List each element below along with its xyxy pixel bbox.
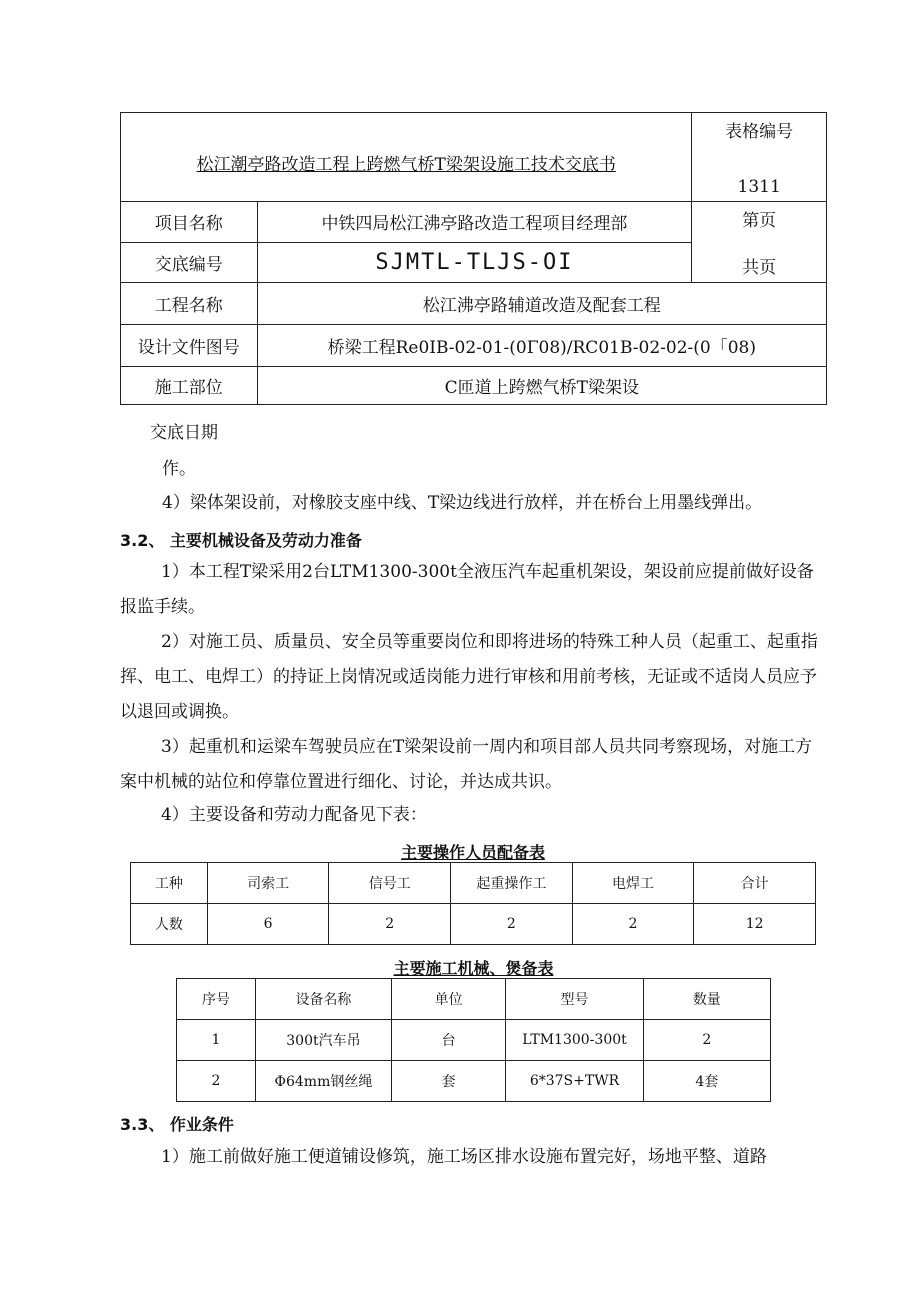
staff-table: [130, 862, 816, 945]
section-heading-3-2: 3.2、 主要机械设备及劳动力准备: [120, 531, 362, 550]
table-cell: Φ64mm钢丝绳: [256, 1061, 392, 1102]
briefing-number-value: SJMTL-TLJS-OI: [257, 242, 692, 283]
table-cell: 套: [391, 1061, 506, 1102]
project-name-label: 项目名称: [121, 202, 258, 243]
table-row: [177, 979, 771, 1020]
table-cell: 12: [694, 904, 816, 945]
machine-table: [176, 978, 771, 1102]
table-header-cell: 合计: [694, 863, 816, 904]
table-cell: LTM1300-300t: [506, 1020, 643, 1061]
design-drawing-value: 桥梁工程Re0IB-02-01-(0Γ08)/RC01B-02-02-(0「08): [257, 325, 826, 367]
document-title: [121, 113, 692, 202]
section-heading-3-3: 3.3、 作业条件: [120, 1115, 234, 1134]
table-header-cell: 序号: [177, 979, 256, 1020]
paragraph-continuation: 作。: [162, 459, 196, 479]
paragraph-3-2-1: 1）本工程T梁采用2台LTM1300-300t全液压汽车起重机架设，架设前应提前做好设备报监手续。: [120, 562, 814, 617]
table-cell: 2: [177, 1061, 256, 1102]
total-pages-label: 共页: [742, 258, 777, 278]
table-row: [177, 1061, 771, 1102]
table-cell: 6: [207, 904, 329, 945]
work-name-label: 工程名称: [121, 283, 258, 325]
paragraph-3-2-4: 4）主要设备和劳动力配备见下表：: [161, 805, 427, 825]
table-row: [177, 1020, 771, 1061]
paragraph-3-2-3: 3）起重机和运梁车驾驶员应在T梁架设前一周内和项目部人员共同考察现场，对施工方案中机械的站位和停靠位置进行细化、讨论，并达成共识。: [120, 737, 813, 792]
page-count-cell: [692, 202, 827, 283]
table-cell: 2: [572, 904, 694, 945]
table-cell: 人数: [131, 904, 208, 945]
briefing-date-label: 交底日期: [150, 423, 218, 443]
table-cell: 台: [391, 1020, 506, 1061]
table-header-cell: 司索工: [207, 863, 329, 904]
project-name-value: 中铁四局松江沸亭路改造工程项目经理部: [257, 202, 692, 243]
staff-table-caption: 主要操作人员配备表: [400, 843, 545, 862]
table-cell: 4套: [643, 1061, 770, 1102]
form-number-label: 表格编号: [725, 122, 794, 142]
table-cell: 300t汽车吊: [256, 1020, 392, 1061]
construction-location-label: 施工部位: [121, 367, 258, 405]
paragraph-3-2-2: 2）对施工员、质量员、安全员等重要岗位和即将进场的特殊工种人员（起重工、起重指挥、电工、电焊工）的持证上岗情况或适岗能力进行审核和用前考核，无证或不适岗人员应予以退回或调换。: [120, 632, 818, 722]
header-form-table: [120, 112, 827, 405]
table-cell: 2: [329, 904, 451, 945]
table-header-cell: 工种: [131, 863, 208, 904]
table-row: [131, 904, 816, 945]
page-label: 第页: [742, 211, 777, 231]
paragraph-3-3-1: 1）施工前做好施工便道铺设修筑，施工场区排水设施布置完好，场地平整、道路: [161, 1147, 767, 1167]
form-number-value: 1311: [737, 177, 781, 197]
document-title-text: 松江潮亭路改造工程上跨燃气桥T梁架设施工技术交底书: [196, 154, 616, 175]
table-cell: 2: [451, 904, 573, 945]
work-name-value: 松江沸亭路辅道改造及配套工程: [257, 283, 826, 325]
table-header-cell: 型号: [506, 979, 643, 1020]
paragraph-step-4: 4）梁体架设前，对橡胶支座中线、T梁边线进行放样，并在桥台上用墨线弹出。: [162, 493, 763, 513]
table-header-cell: 起重操作工: [451, 863, 573, 904]
construction-location-value: C匝道上跨燃气桥T梁架设: [257, 367, 826, 405]
table-cell: 1: [177, 1020, 256, 1061]
table-header-cell: 单位: [391, 979, 506, 1020]
briefing-number-label: 交底编号: [121, 242, 258, 283]
machine-table-caption: 主要施工机械、煲备表: [393, 959, 554, 978]
table-row: [131, 863, 816, 904]
table-header-cell: 信号工: [329, 863, 451, 904]
table-header-cell: 电焊工: [572, 863, 694, 904]
form-number-cell: [692, 113, 827, 202]
design-drawing-label: 设计文件图号: [121, 325, 258, 367]
table-cell: 2: [643, 1020, 770, 1061]
table-header-cell: 数量: [643, 979, 770, 1020]
table-header-cell: 设备名称: [256, 979, 392, 1020]
table-cell: 6*37S+TWR: [506, 1061, 643, 1102]
